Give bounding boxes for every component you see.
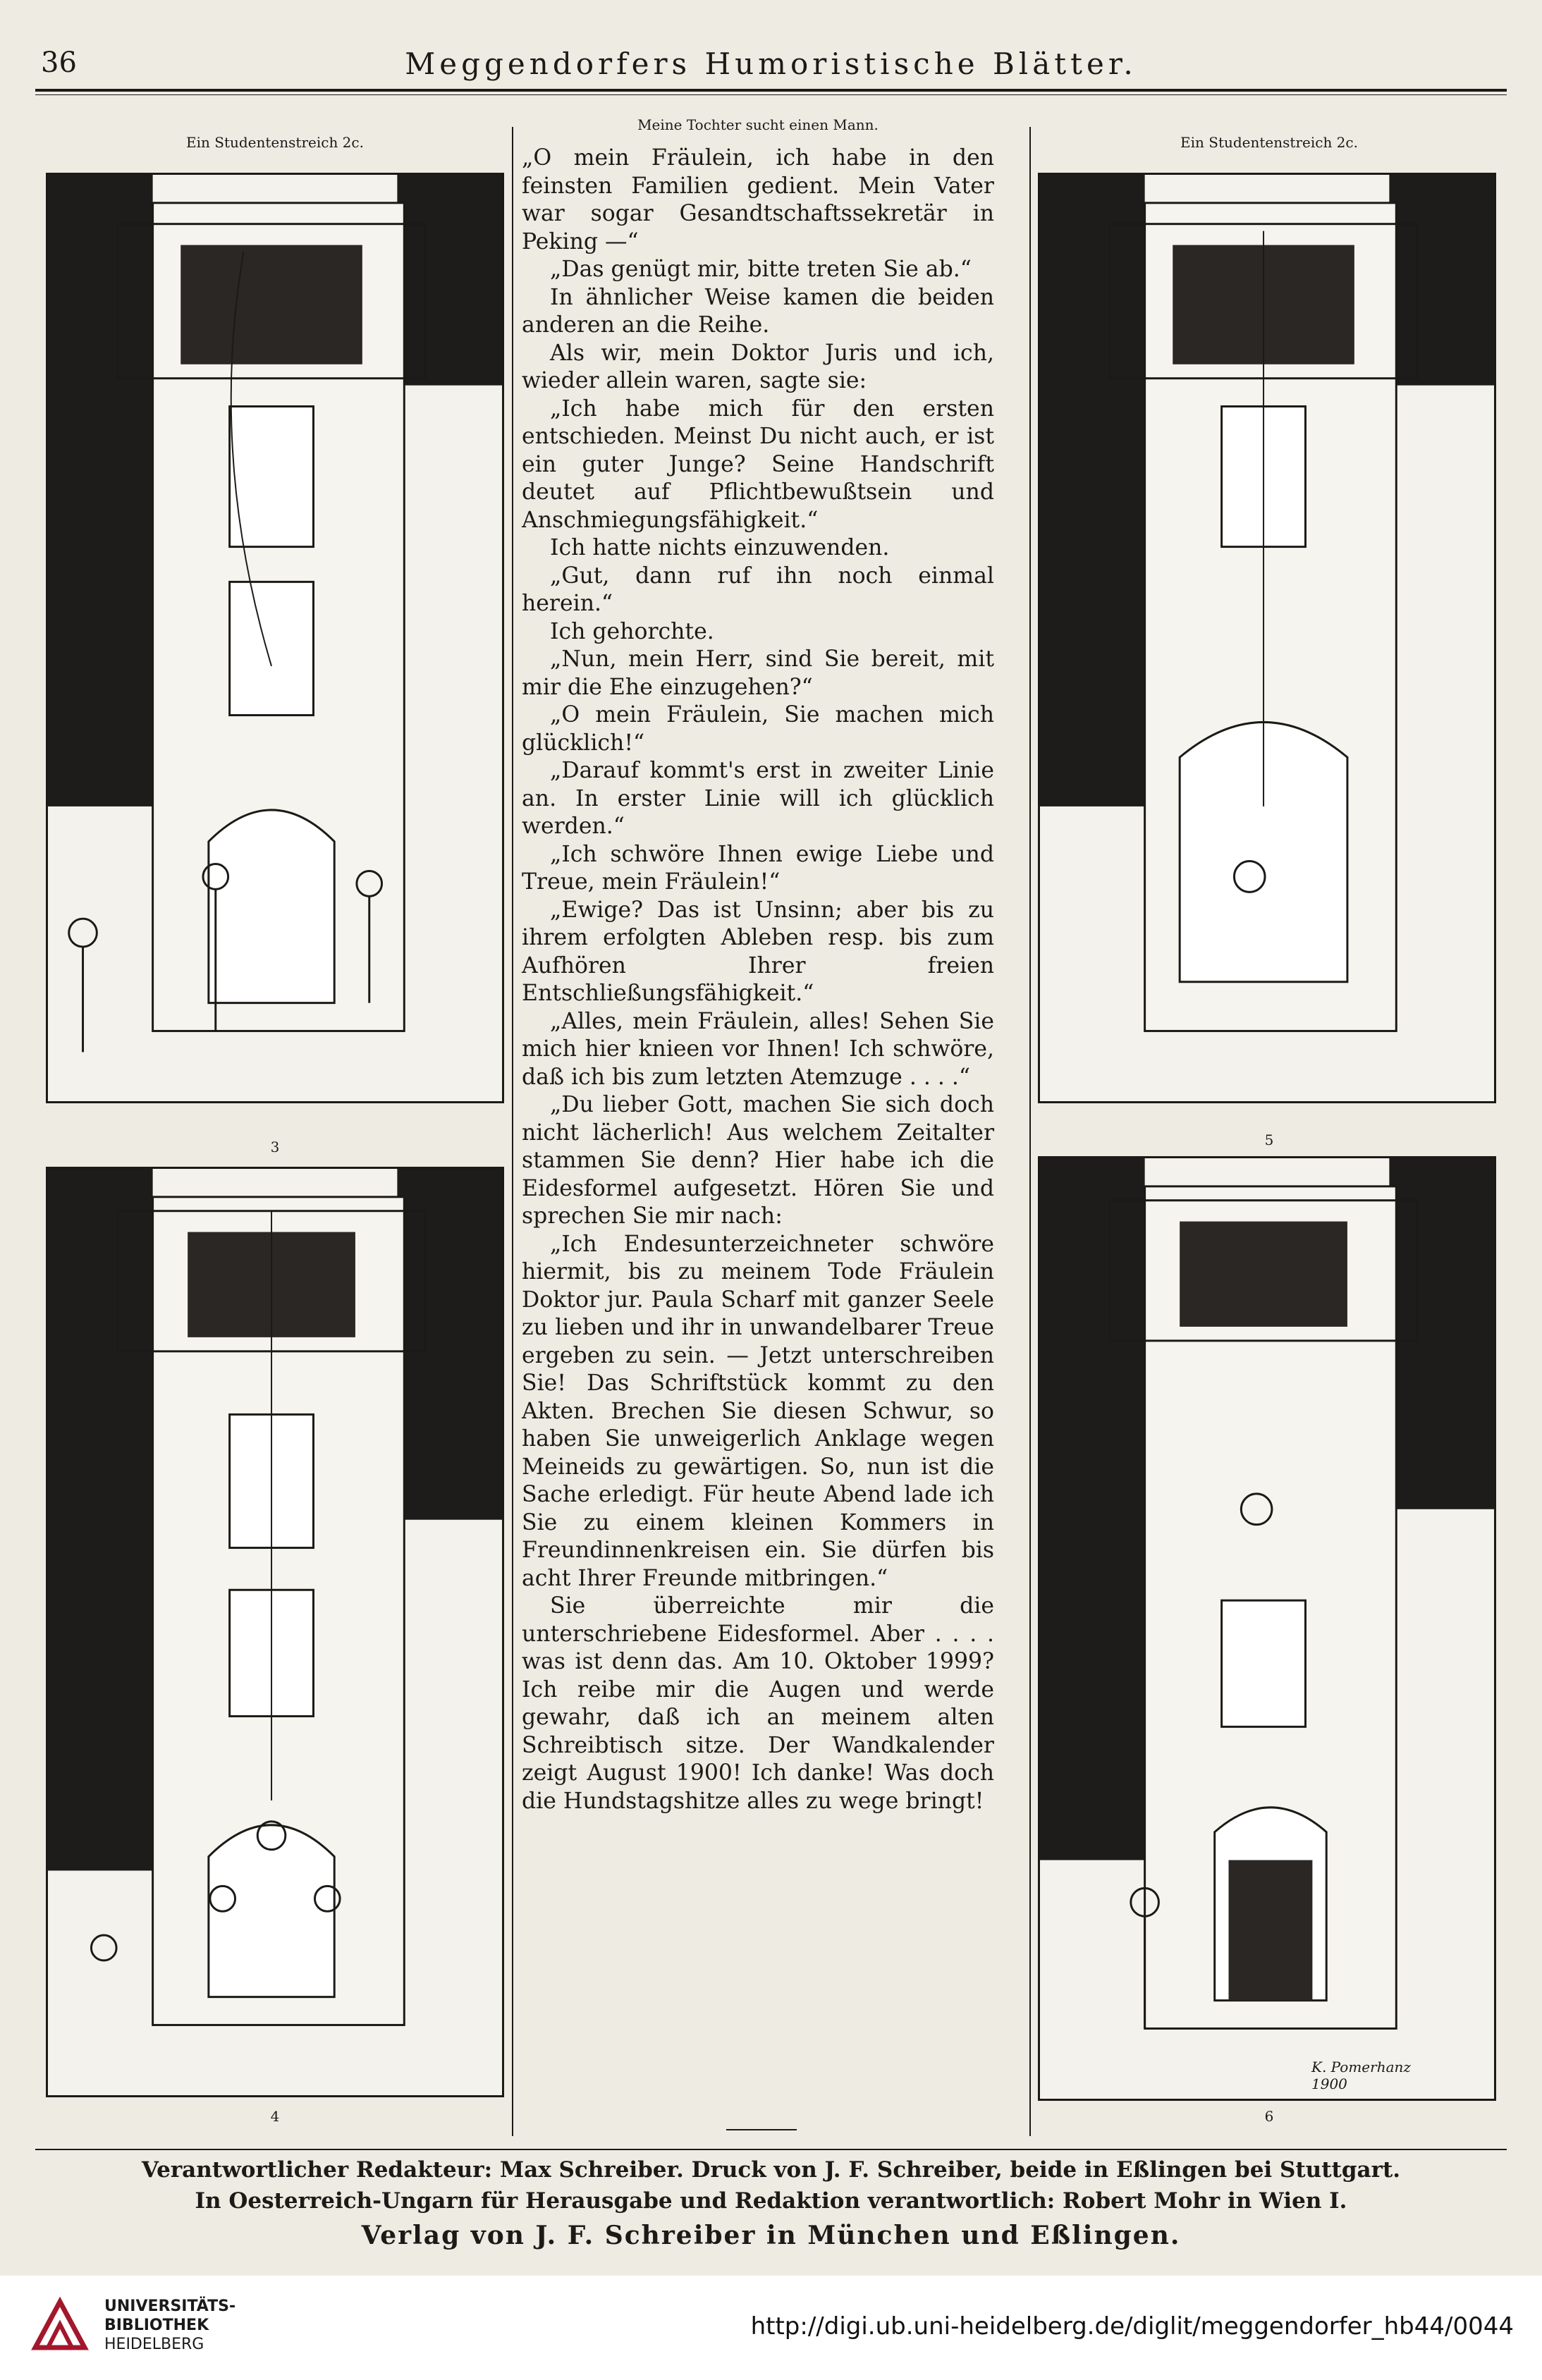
building-illustration <box>48 175 502 1101</box>
panel-number-3: 3 <box>270 1139 280 1155</box>
paragraph: „O mein Fräulein, Sie machen mich glücklich!“ <box>522 702 994 756</box>
library-name-line: BIBLIOTHEK <box>104 2317 209 2334</box>
page-number: 36 <box>41 47 77 79</box>
paragraph: „Ewige? Das ist Unsinn; aber bis zu ihrem erfolgten Ableben resp. bis zum Aufhören Ihrer freien Entschließungsfähigkeit.“ <box>522 897 994 1006</box>
paragraph: „Alles, mein Fräulein, alles! Sehen Sie mich hier knieen vor Ihnen! Ich schwöre, daß ich bis zum letzten Atemzuge . . . .“ <box>522 1008 994 1090</box>
artist-signature: K. Pomerhanz 1900 <box>1311 2059 1411 2092</box>
paragraph: Als wir, mein Doktor Juris und ich, wieder allein waren, sagte sie: <box>522 340 994 393</box>
paragraph: Ich gehorchte. <box>550 618 714 644</box>
story-text <box>522 145 994 1815</box>
paragraph: In ähnlicher Weise kamen die beiden anderen an die Reihe. <box>522 284 994 338</box>
column-divider-left <box>512 127 513 2136</box>
left-column-caption: Ein Studentenstreich 2c. <box>186 134 364 151</box>
paragraph: „Nun, mein Herr, sind Sie bereit, mit mir die Ehe einzugehen?“ <box>522 646 994 700</box>
building-illustration <box>48 1169 502 2095</box>
paragraph: „Gut, dann ruf ihn noch einmal herein.“ <box>522 563 994 616</box>
comic-panel-3 <box>46 173 504 1103</box>
paragraph: „Du lieber Gott, machen Sie sich doch nicht lächerlich! Aus welchem Zeitalter stammen Sie denn? Hier habe ich die Eidesformel aufgesetzt. Hören Sie und sprechen Sie mir nach: <box>522 1092 994 1229</box>
library-name-line: UNIVERSITÄTS- <box>104 2298 236 2315</box>
library-name-line: HEIDELBERG <box>104 2336 204 2353</box>
paragraph: „Ich schwöre Ihnen ewige Liebe und Treue, mein Fräulein!“ <box>522 841 994 895</box>
paragraph: „Darauf kommt's erst in zweiter Linie an. In erster Linie will ich glücklich werden.“ <box>522 758 994 839</box>
source-url-link[interactable]: http://digi.ub.uni-heidelberg.de/diglit/meggendorfer_hb44/0044 <box>750 2312 1514 2341</box>
header-rule-thin <box>35 94 1507 95</box>
library-logo-icon <box>28 2295 92 2358</box>
magazine-title: Meggendorfers Humoristische Blätter. <box>405 47 1137 81</box>
building-illustration <box>1040 1158 1494 2099</box>
paragraph: „Ich habe mich für den ersten entschieden. Meinst Du nicht auch, er ist ein guter Junge? Seine Handschrift deutet auf Pflichtbewußtsein und Anschmiegungsfähigkeit.“ <box>522 395 994 533</box>
middle-column-caption: Meine Tochter sucht einen Mann. <box>637 116 879 133</box>
panel-number-5: 5 <box>1264 1131 1274 1148</box>
paragraph: „O mein Fräulein, ich habe in den feinsten Familien gedient. Mein Vater war sogar Gesandtschaftssekretär in Peking —“ <box>522 145 994 254</box>
paragraph: „Das genügt mir, bitte treten Sie ab.“ <box>550 257 972 282</box>
header-rule-thick <box>35 89 1507 92</box>
footer-austria-line: In Oesterreich-Ungarn für Herausgabe und Redaktion verantwortlich: Robert Mohr in Wien I. <box>195 2188 1347 2214</box>
comic-panel-5 <box>1038 173 1496 1103</box>
paragraph: Ich hatte nichts einzuwenden. <box>550 535 890 560</box>
panel-number-4: 4 <box>270 2108 280 2125</box>
footer-rule <box>35 2149 1507 2150</box>
comic-panel-4 <box>46 1167 504 2097</box>
column-divider-right <box>1029 127 1031 2136</box>
paragraph: „Ich Endesunterzeichneter schwöre hiermit, bis zu meinem Tode Fräulein Doktor jur. Paula Scharf mit ganzer Seele zu lieben und ihr in unwandelbarer Treue ergeben zu sein. — Jetzt unterschreiben Sie! Das Schriftstück kommt zu den Akten. Brechen Sie diesen Schwur, so haben Sie unweigerlich Anklage wegen Meineids zu gewärtigen. So, nun ist die Sache erledigt. Für heute Abend lade ich Sie zu einem kleinen Kommers in Freundinnenkreisen ein. Sie dürfen bis acht Ihrer Freunde mitbringen.“ <box>522 1231 994 1591</box>
comic-panel-6 <box>1038 1156 1496 2101</box>
panel-number-6: 6 <box>1264 2108 1274 2125</box>
paragraph: Sie überreichte mir die unterschriebene Eidesformel. Aber . . . . was ist denn das. Am 10. Oktober 1999? Ich reibe mir die Augen und werde gewahr, daß ich an meinem alten Schreibtisch sitze. Der Wandkalender zeigt August 1900! Ich danke! Was doch die Hundstagshitze alles zu wege bringt! <box>522 1593 994 1814</box>
story-end-rule <box>726 2129 797 2130</box>
footer-editor-line: Verantwortlicher Redakteur: Max Schreiber. Druck von J. F. Schreiber, beide in Eßlingen bei Stuttgart. <box>141 2157 1401 2183</box>
library-name <box>104 2297 235 2354</box>
right-column-caption: Ein Studentenstreich 2c. <box>1180 134 1358 151</box>
footer-publisher-line: Verlag von J. F. Schreiber in München und Eßlingen. <box>361 2221 1181 2250</box>
building-illustration <box>1040 175 1494 1101</box>
